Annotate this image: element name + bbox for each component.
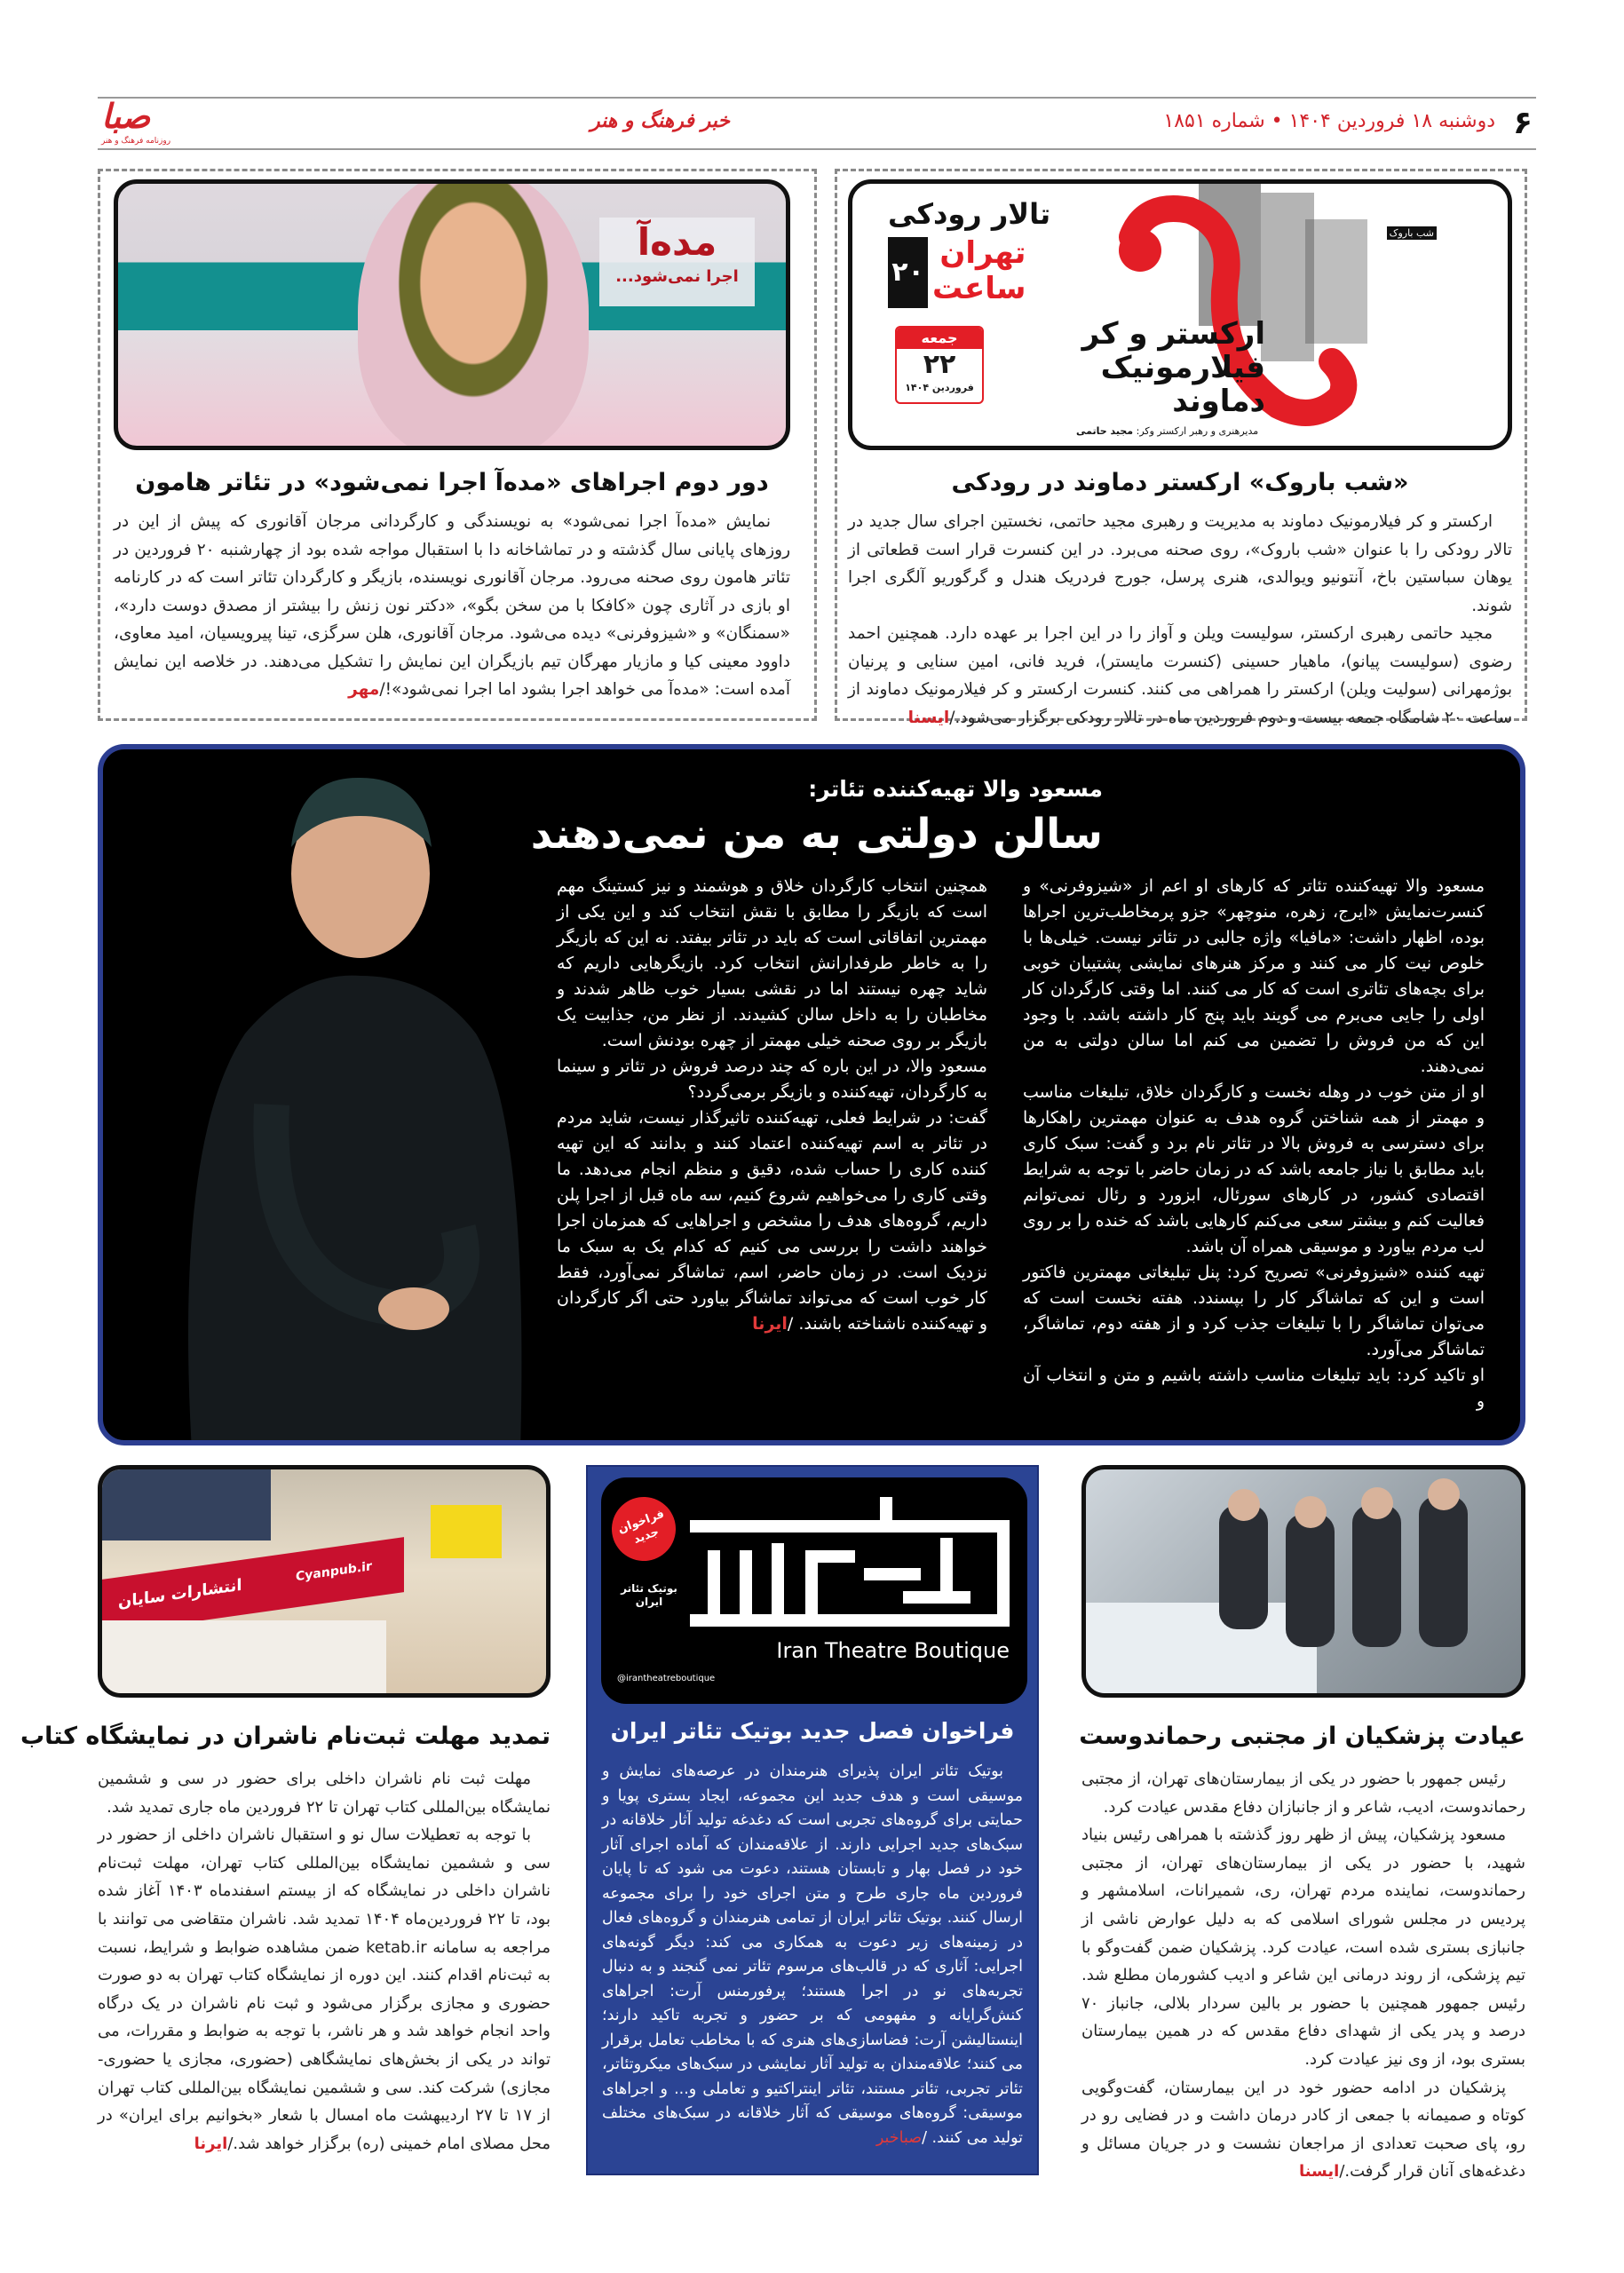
poster-calendar (895, 326, 984, 404)
poster-day: جمعه (897, 328, 982, 349)
bookfair-photo (98, 1465, 551, 1698)
interview-column-right (1023, 874, 1485, 1414)
boutique-box (586, 1465, 1039, 2175)
new-call-badge: فراخوان جدید (603, 1488, 685, 1570)
madeh-poster (114, 179, 790, 450)
boutique-name-fa: بوتیک تئاتر ایران (621, 1582, 677, 1608)
header-bottom-rule (98, 148, 1536, 150)
paragraph: همچنین انتخاب کارگردان خلاق و هوشمند و نیز کستینگ مهم است که بازیگر را مطابق با نقش انتخاب کند و این یکی از مهمترین اتفاقاتی است که باید در تئاتر بیفتد. نه این که بازیگر را به خاطر طرفدارانش انتخاب کرد. بازیگرهایی داریم که شاید چهره نیستند اما در نقشی بسیار خوب ظاهر شدند و مخاطبان را به داخل سالن کشیدند. از نظر من، جذابیت یک بازیگر بر روی صحنه خیلی مهمتر از چهره بودنش است. (557, 876, 987, 1050)
source-credit: ایرنا (752, 1314, 788, 1334)
boutique-body (602, 1760, 1023, 2150)
boutique-headline: فراخوان فصل جدید بوتیک تئاتر ایران (610, 1718, 1015, 1744)
source-credit: ایسنا (1298, 2162, 1340, 2182)
baroque-poster (848, 179, 1512, 450)
paragraph: مجید حاتمی رهبری ارکستر، سولیست ویلن و آواز را در این اجرا بر عهده دارد. همچنین احمد رضوی (سولیست پیانو)، ماهیار حسینی (کنسرت مایستر)، فرید فانی، امین سنایی و پرنیان بوژمهرانی (سولیت ویلن) ارکستر را همراهی می کنند. کنسرت ارکستر و کر فیلارمونیک دماوند از ساعت ۲۰ شامگاه جمعه بیست و دوم فروردین ماه در تالار رودکی برگزار می‌شود./ (848, 624, 1512, 727)
bookfair-body (98, 1765, 551, 2158)
poster-date-month: فروردین ۱۴۰۴ (905, 382, 974, 393)
paragraph: نمایش «مده‌آ اجرا نمی‌شود» به نویسندگی و کارگردانی مرجان آقانوری که پیش از این در روزهای پایانی سال گذشته و در تماشاخانه دا با استقبال مواجه شده بود از چهارشنبه ۲۰ فروردین در تئاتر هامون روی صحنه می‌رود. مرجان آقانوری نویسنده، بازیگر و کارگردان تئاتر است که در کارنامه او بازی در آثاری چون «کافکا با من سخن بگو»، «دکتر نون زنش را بیشتر از مصدق دوست دارد»، «سمنگان» و «شیزوفرنی» دیده می‌شود. مرجان آقانوری، هلن سرگزی، تینا پیرویسیان، امید معاوی، داوود معینی کیا و مازیار مهرگان تیم بازیگران این نمایش را تشکیل می‌دهند. در خلاصه این نمایش آمده است: «مده‌آ می خواهد اجرا بشود اما اجرا نمی‌شود»!/ (114, 512, 790, 699)
poster-ensemble-3: دماوند (1172, 384, 1265, 419)
issue-date: دوشنبه ۱۸ فروردین ۱۴۰۴ • شماره ۱۸۵۱ (1163, 110, 1495, 132)
paragraph: او تاکید کرد: باید تبلیغات مناسب داشته باشیم و متن و انتخاب آن و (1023, 1366, 1485, 1411)
paragraph: مسعود پزشکیان، پیش از ظهر روز گذشته با همراهی رئیس بنیاد شهید، با حضور در یکی از بیمارستان‌های تهران، از مجتبی رحماندوست، نماینده مردم تهران، ری، شمیرانات، اسلامشهر و پردیس در مجلس شورای اسلامی که به دلیل عوارض ناشی از جانبازی بستری شده است، عیادت کرد. پزشکیان ضمن گفت‌وگو با تیم پزشکی، از روند درمانی این شاعر و ادیب کشورمان مطلع شد. رئیس جمهور همچنین با حضور بر بالین سردار بلالی، جانباز ۷۰ درصد و پدر یکی از شهدای دفاع مقدس که در همین بیمارستان بستری بود، از وی نیز عیادت کرد. (1081, 1826, 1525, 2069)
paragraph: تهیه کننده «شیزوفرنی» تصریح کرد: پنل تبلیغاتی مهمترین فاکتور است و این که تماشاگر کار را بپسندد. هفته نخست است که می‌توان تماشاگر را با تبلیغات جذب کرد و از هفته دوم، تماشاگر، تماشاگر می‌آورد. (1023, 1263, 1485, 1359)
visit-headline: عیادت پزشکیان از مجتبی رحماندوست (1079, 1723, 1525, 1750)
booth-counter (102, 1620, 386, 1698)
poster-time-label: ساعت (932, 271, 1026, 306)
madeh-title-card (599, 218, 755, 306)
poster-venue: تالار رودکی (888, 197, 1051, 231)
newspaper-logo (98, 97, 195, 148)
paragraph: گفت: در شرایط فعلی، تهیه‌کننده تاثیرگذار نیست، شاید مردم در تئاتر به اسم تهیه‌کننده اعتماد کنند و بدانند که این تهیه کننده کاری را حساب شده، دقیق و منظم انجام می‌دهد. ما وقتی کاری را می‌خواهیم شروع کنیم، سه ماه قبل از اجرا پلن داریم، گروه‌های هدف را مشخص و اجراهایی که همزمان اجرا خواهند داشت را بررسی می کنیم که کدام یک به سبک ما نزدیک است. در زمان حاضر، اسم، تماشاگر نمی‌آورد، فقط کار خوب است که می‌تواند تماشاگر بیاورد حتی اگر کارگردان و تهیه‌کننده ناشناخته باشند. / (557, 1108, 987, 1334)
source-credit: ایسنا (907, 708, 950, 727)
paragraph: پزشکیان در ادامه حضور خود در این بیمارستان، گفت‌وگویی کوتاه و صمیمانه با جمعی از کادر درمان داشت و در فضایی رو در رو، پای صحبت تعدادی از مراجعان نشست و در جریان مسائل و دغدغه‌های آنان قرار گرفت./ (1081, 2078, 1525, 2182)
woman-portrait (358, 179, 589, 450)
section-label: خبر فرهنگ و هنر (590, 110, 730, 132)
paragraph: مسعود والا، در این باره که چند درصد فروش در تئاتر و سینما به کارگردان، تهیه‌کننده و بازیگر برمی‌گردد؟ (557, 1057, 987, 1102)
poster-ensemble-1: ارکستر و کر (1081, 316, 1265, 352)
interview-box (98, 744, 1525, 1445)
poster-city: تهران (939, 235, 1026, 271)
poster-date-day: ۲۲ (923, 349, 956, 380)
paragraph: مهلت ثبت نام ناشران داخلی برای حضور در سی و ششمین نمایشگاه بین‌المللی کتاب تهران تا ۲۲ فروردین ماه جاری تمدید شد. (98, 1770, 551, 1817)
logo-tagline: روزنامه فرهنگ و هنر (101, 137, 171, 146)
interview-title: سالن دولتی به من نمی‌دهند (530, 810, 1103, 859)
source-credit: صباخبر (875, 2128, 923, 2147)
logo-text: صبا (101, 97, 151, 136)
header-top-rule (98, 97, 1536, 99)
booth-sign-fa: انتشارات سایان (118, 1575, 242, 1612)
interviewee-photo (139, 767, 529, 1445)
boutique-handle: @irantheatreboutique (617, 1674, 716, 1683)
boutique-name-en: Iran Theatre Boutique (776, 1638, 1010, 1663)
source-credit: ایرنا (194, 2134, 228, 2153)
interview-column-left (557, 874, 987, 1337)
yellow-booth (431, 1505, 502, 1558)
visit-body (1081, 1765, 1525, 2186)
madeh-poster-title: مده‌آ (637, 220, 717, 264)
poster-ensemble-2: فیلارمونیک (1100, 350, 1265, 385)
interview-kicker: مسعود والا تهیه‌کننده تئاتر: (808, 776, 1103, 802)
hospital-photo (1081, 1465, 1525, 1698)
poster-badge: شب باروک (1387, 226, 1437, 240)
paragraph: با توجه به تعطیلات سال نو و استقبال ناشران داخلی از حضور در سی و ششمین نمایشگاه بین‌المللی کتاب تهران، مهلت ثبت‌نام ناشران داخلی در نمایشگاه که از بیستم اسفندماه ۱۴۰۳ آغاز شده بود، تا ۲۲ فروردین‌ماه ۱۴۰۴ تمدید شد. ناشران متقاضی می توانند با مراجعه به سامانه ketab.ir ضمن مشاهده ضوابط و شرایط، نسبت به ثبت‌نام اقدام کنند. این دوره از نمایشگاه کتاب تهران به دو صورت حضوری و مجازی برگزار می‌شود و ثبت نام ناشران در یک درگاه واحد انجام خواهد شد و هر ناشر، با توجه به ضوابط و مقررات، می تواند در یکی از بخش‌های نمایشگاهی (حضوری، مجازی یا حضوری-مجازی) شرکت کند. سی و ششمین نمایشگاه بین‌المللی کتاب تهران از ۱۷ تا ۲۷ اردیبهشت ماه امسال با شعار «بخوانیم برای ایران» در محل مصلای امام خمینی (ره) برگزار خواهد شد./ (98, 1826, 551, 2153)
poster-conductor-label: مدیرهنری و رهبر ارکستر وکر: (1136, 425, 1259, 437)
boutique-logo (601, 1477, 1027, 1704)
poster-conductor: مجید حاتمی (1076, 425, 1134, 437)
baroque-headline: «شب باروک» ارکستر دماوند در رودکی (951, 469, 1409, 496)
booth-sign-url: Cyanpub.ir (296, 1559, 372, 1585)
paragraph: ارکستر و کر فیلارمونیک دماوند به مدیریت و رهبری مجید حاتمی، نخستین اجرای سال جدید در تالار رودکی را با عنوان «شب باروک»، روی صحنه می‌برد. در این کنسرت قرار است قطعاتی از یوهان سباستین باخ، آنتونیو ویوالدی، هنری پرسل، جورج فردریک هندل و گرگوریو آلگری اجرا شوند. (848, 512, 1512, 615)
paragraph: رئیس جمهور با حضور در یکی از بیمارستان‌های تهران، از مجتبی رحماندوست، ادیب، شاعر و از جانبازان دفاع مقدس عیادت کرد. (1081, 1770, 1525, 1817)
madeh-poster-subtitle: اجرا نمی‌شود... (615, 267, 739, 286)
page-number: ۶ (1513, 105, 1533, 141)
paragraph: بوتیک تئاتر ایران پذیرای هنرمندان در عرصه‌های نمایش و موسیقی است و هدف جدید این مجموعه، ایجاد بستری پویا و حمایتی برای گروه‌های تجربی است که دغدغه تولید آثار خلاقانه در سبک‌های جدید اجرایی دارند. از علاقه‌مندان که آماده اجرای آثار خود در فصل بهار و تابستان هستند، دعوت می شود که تا پایان فروردین ماه جاری طرح و متن اجرای خود را برای مجموعه ارسال کنند. بوتیک تئاتر ایران از تمامی هنرمندان و گروه‌های فعال در زمینه‌های زیر دعوت به همکاری می کند: دیگر گونه‌های اجرایی: آثاری که در قالب‌های مرسوم تئاتر نمی گنجند و به دنبال تجربه‌های نو در اجرا هستند؛ پرفورمنس آرت: اجراهای کنش‌گرایانه و مفهومی که بر حضور و تجربه تاکید دارند؛ اینستالیشن آرت: فضاسازی‌های هنری که با مخاطب تعامل برقرار می کنند؛ علاقه‌مندان به تولید آثار نمایشی در سبک‌های میکروتئاتر، تئاتر تجربی، تئاتر مستند، تئاتر اینتراکتیو و تعاملی و... و اجراهای موسیقی: گروه‌های موسیقی که آثار خلاقانه در سبک‌های مختلف تولید می کنند. / (602, 1762, 1023, 2147)
source-credit: مهر (348, 680, 380, 699)
madeh-headline: دور دوم اجراهای «مده‌آ اجرا نمی‌شود» در تئاتر هامون (135, 469, 769, 496)
paragraph: مسعود والا تهیه‌کننده تئاتر که کارهای او اعم از «شیزوفرنی» و کنسرت‌نمایش «ایرج، زهره، منوچهر» جزو پرمخاطب‌ترین اجراها بوده، اظهار داشت: «مافیا» واژه جالبی در تئاتر نیست. خیلی‌ها با خلوص نیت کار می کنند و مرکز هنرهای نمایشی پشتیبان خوبی برای بچه‌های تئاتری است که کار می کنند. اما وقتی کارگردان کار اولی را جایی می‌برم می گویند باید پنج کار داشته باشد. با وجود این که من فروش را تضمین می کنم اما سالن دولتی به من نمی‌دهند. (1023, 876, 1485, 1076)
bookfair-headline: تمدید مهلت ثبت‌نام ناشران در نمایشگاه کتاب (20, 1723, 551, 1750)
baroque-body (848, 508, 1512, 732)
tile-wall (102, 1469, 271, 1540)
madeh-body (114, 508, 790, 704)
paragraph: او از متن خوب در وهله نخست و کارگردان خلاق، تبلیغات مناسب و مهمتر از همه شناختن گروه هدف به عنوان مهمترین راهکارها برای دسترسی به فروش بالا در تئاتر نام برد و گفت: سبک کاری باید مطابق با نیاز جامعه باشد که در زمان حاضر با توجه به شرایط اقتصادی کشور، در کارهای سورئال، ابزورد و رئال نمی‌توانم فعالیت کنم و بیشتر سعی می‌کنم کارهایی باشد که خنده را بر روی لب مردم بیاورد و موسیقی همراه آن باشد. (1023, 1082, 1485, 1256)
poster-time: ۲۰ (888, 237, 928, 308)
